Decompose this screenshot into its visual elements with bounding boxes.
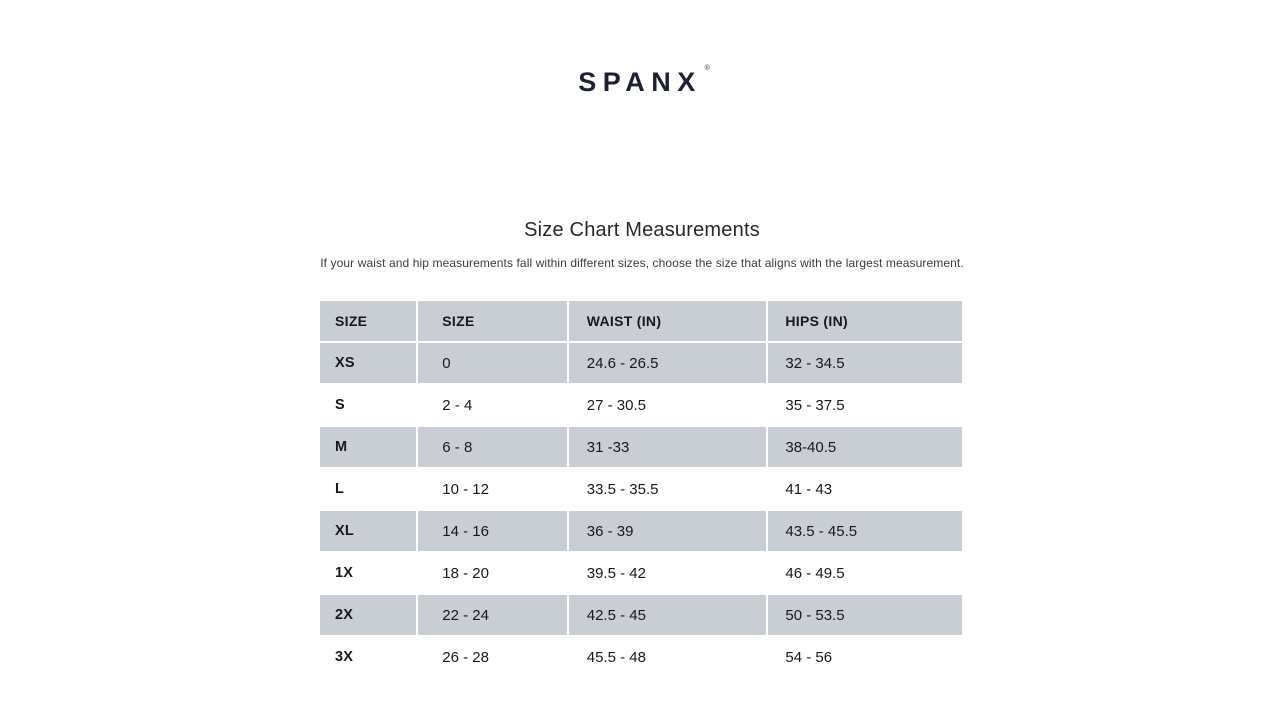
column-header-hips: HIPS (IN) — [785, 313, 848, 329]
table-row-xl — [320, 511, 962, 551]
page-subtitle: If your waist and hip measurements fall within different sizes, choose the size that aligns with the largest measurement. — [320, 256, 964, 270]
size-label: M — [335, 439, 348, 455]
column-header-numeric-size: SIZE — [442, 313, 475, 329]
size-label: 1X — [335, 565, 354, 581]
page-title: Size Chart Measurements — [524, 219, 760, 241]
numeric-size-value: 0 — [442, 354, 451, 372]
waist-value: 36 - 39 — [586, 522, 634, 540]
numeric-size-value: 6 - 8 — [442, 438, 473, 456]
hips-value: 50 - 53.5 — [785, 606, 845, 624]
size-label: L — [335, 481, 345, 497]
hips-value: 46 - 49.5 — [785, 564, 845, 582]
numeric-size-value: 26 - 28 — [442, 648, 489, 666]
numeric-size-value: 18 - 20 — [442, 564, 489, 582]
waist-value: 42.5 - 45 — [586, 606, 646, 624]
table-row-1x — [320, 553, 962, 593]
numeric-size-value: 2 - 4 — [442, 396, 473, 414]
size-label: 3X — [335, 649, 354, 665]
hips-value: 32 - 34.5 — [785, 354, 845, 372]
column-header-size: SIZE — [335, 313, 368, 329]
waist-value: 24.6 - 26.5 — [586, 354, 659, 372]
size-label: 2X — [335, 607, 354, 623]
table-row-s — [320, 385, 962, 425]
table-row-2x — [320, 595, 962, 635]
waist-value: 27 - 30.5 — [586, 396, 646, 414]
table-row-xs — [320, 343, 962, 383]
column-header-waist: WAIST (IN) — [586, 313, 662, 329]
header-row — [320, 301, 962, 341]
size-chart-table-body — [320, 343, 962, 677]
hips-value: 35 - 37.5 — [785, 396, 845, 414]
waist-value: 45.5 - 48 — [586, 648, 646, 666]
size-chart-section — [318, 219, 966, 679]
waist-value: 39.5 - 42 — [586, 564, 646, 582]
brand-header — [0, 67, 1280, 98]
size-label: XS — [335, 355, 355, 371]
numeric-size-value: 14 - 16 — [442, 522, 489, 540]
brand-logo — [578, 65, 710, 98]
size-chart-table-header — [320, 301, 962, 341]
numeric-size-value: 10 - 12 — [442, 480, 489, 498]
table-row-l — [320, 469, 962, 509]
hips-value: 43.5 - 45.5 — [785, 522, 858, 540]
registered-trademark-icon: ® — [704, 65, 710, 72]
hips-value: 38-40.5 — [785, 438, 837, 456]
waist-value: 33.5 - 35.5 — [586, 480, 659, 498]
size-label: XL — [335, 523, 354, 539]
waist-value: 31 -33 — [586, 438, 630, 456]
size-chart-table — [318, 299, 964, 679]
numeric-size-value: 22 - 24 — [442, 606, 489, 624]
table-row-3x — [320, 637, 962, 677]
brand-logo-text: SPANX — [578, 67, 702, 97]
size-label: S — [335, 397, 345, 413]
table-row-m — [320, 427, 962, 467]
hips-value: 41 - 43 — [785, 480, 833, 498]
hips-value: 54 - 56 — [785, 648, 833, 666]
